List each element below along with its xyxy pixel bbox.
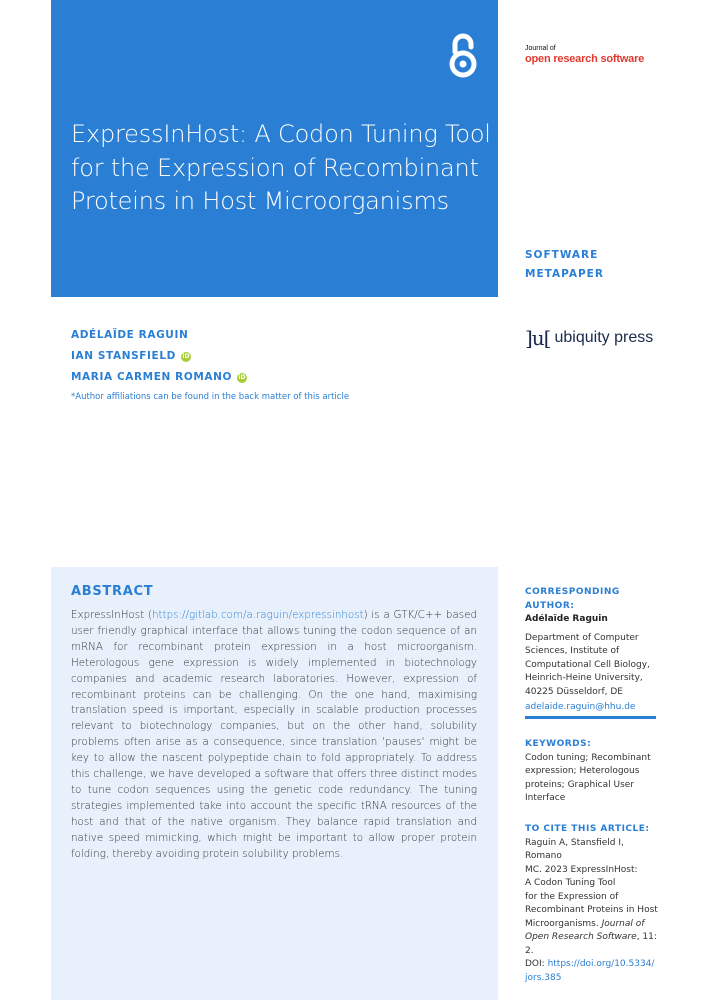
affiliation-note: *Author affiliations can be found in the back matter of this article: [71, 392, 350, 402]
address-line: Computational Cell Biology,: [525, 659, 650, 670]
address-line: 40225 Düsseldorf, DE: [525, 686, 623, 697]
address-line: Sciences, Institute of: [525, 646, 620, 656]
doi-link[interactable]: https://doi.org/10.5334/: [547, 959, 655, 969]
citation-line: MC. 2023 ExpressInHost:: [525, 864, 638, 875]
ubiquity-mark-icon: ]u[: [525, 326, 551, 350]
abstract-heading: ABSTRACT: [71, 584, 154, 599]
publisher-logo[interactable]: [525, 326, 653, 350]
address-line: Department of Computer: [525, 632, 639, 643]
author-list: [71, 325, 247, 388]
orcid-icon[interactable]: iD: [238, 373, 246, 381]
section-divider: [525, 716, 656, 719]
corresponding-author-section: [525, 586, 660, 715]
citation-volume: , 11: 2.: [525, 932, 657, 956]
citation-line: [525, 918, 660, 932]
author-name-text: MARIA CARMEN ROMANO: [71, 371, 233, 383]
citation-line: [525, 958, 660, 972]
keywords-label: KEYWORDS:: [525, 739, 592, 749]
keywords-line: proteins; Graphical User: [525, 779, 635, 790]
address-line: Heinrich-Heine University,: [525, 673, 643, 683]
citation-line: A Codon Tuning Tool: [525, 878, 616, 888]
citation-line: [525, 931, 660, 958]
journal-name: open research software: [525, 53, 645, 65]
citation-section: [525, 823, 660, 985]
abstract-text: [71, 608, 477, 863]
author-name-text: IAN STANSFIELD: [71, 350, 176, 362]
citation-line: Raguin A, Stansfield I, Romano: [525, 837, 624, 861]
repository-link[interactable]: https://gitlab.com/a.raguin/expressinhost: [152, 609, 364, 621]
author-name: [71, 325, 247, 346]
abstract-body: ) is a GTK/C++ based user friendly graphical interface that allows tuning the codon sequence of an mRNA for recombinant protein expression in a host microorganism. Heterologous gene expression is widely implemented in biotechnology companies and academic research laboratories. However, expression of recombinant proteins can be challenging. On the one hand, maximising translation speed is important, especially in scalable production processes relevant to biotechnology companies, but on the other hand, solubility problems often arise as a consequence, since translation 'pauses' might be key to allow the nascent polypeptide chain to fold appropriately. To address this challenge, we have developed a software that offers three distinct modes to tune codon sequences using the genetic code redundancy. The tuning strategies implemented take into account the specific tRNA resources of the host and that of the native organism. They balance rapid translation and native speed mimicking, which might be important to allow proper protein folding, thereby avoiding protein solubility problems.: [71, 609, 477, 860]
citation-line: for the Expression of: [525, 891, 619, 902]
article-type: [525, 246, 645, 284]
email-link[interactable]: adelaide.raguin@hhu.de: [525, 702, 636, 712]
journal-of-label: Journal of: [525, 45, 556, 52]
keywords-line: Codon tuning; Recombinant: [525, 752, 651, 763]
author-name: [71, 346, 247, 367]
article-type-line1: SOFTWARE: [525, 249, 599, 261]
orcid-icon[interactable]: iD: [182, 352, 190, 360]
doi-prefix: DOI:: [525, 959, 548, 969]
citation-journal: Journal of: [601, 918, 645, 929]
abstract-intro: ExpressInHost (: [71, 609, 153, 621]
article-title: ExpressInHost: A Codon Tuning Tool for the Expression of Recombinant Proteins in Host Microorganisms: [71, 120, 491, 215]
citation-journal: Open Research Software: [525, 932, 637, 942]
citation-label: TO CITE THIS ARTICLE:: [525, 824, 650, 834]
author-name-text: ADÉLAÏDE RAGUIN: [71, 329, 189, 341]
journal-logo[interactable]: [525, 45, 644, 65]
doi-link[interactable]: jors.385: [525, 972, 562, 983]
citation-text: Microorganisms.: [525, 918, 599, 929]
corresponding-author-label: CORRESPONDING AUTHOR:: [525, 587, 620, 611]
open-access-icon: [447, 32, 479, 80]
article-type-line2: METAPAPER: [525, 268, 604, 280]
publisher-name: ubiquity press: [554, 329, 654, 346]
keywords-section: [525, 738, 660, 806]
corresponding-author-name: Adélaïde Raguin: [525, 614, 608, 624]
keywords-line: Interface: [525, 793, 566, 803]
keywords-line: expression; Heterologous: [525, 766, 640, 776]
author-name: [71, 367, 247, 388]
citation-line: Recombinant Proteins in Host: [525, 905, 658, 915]
